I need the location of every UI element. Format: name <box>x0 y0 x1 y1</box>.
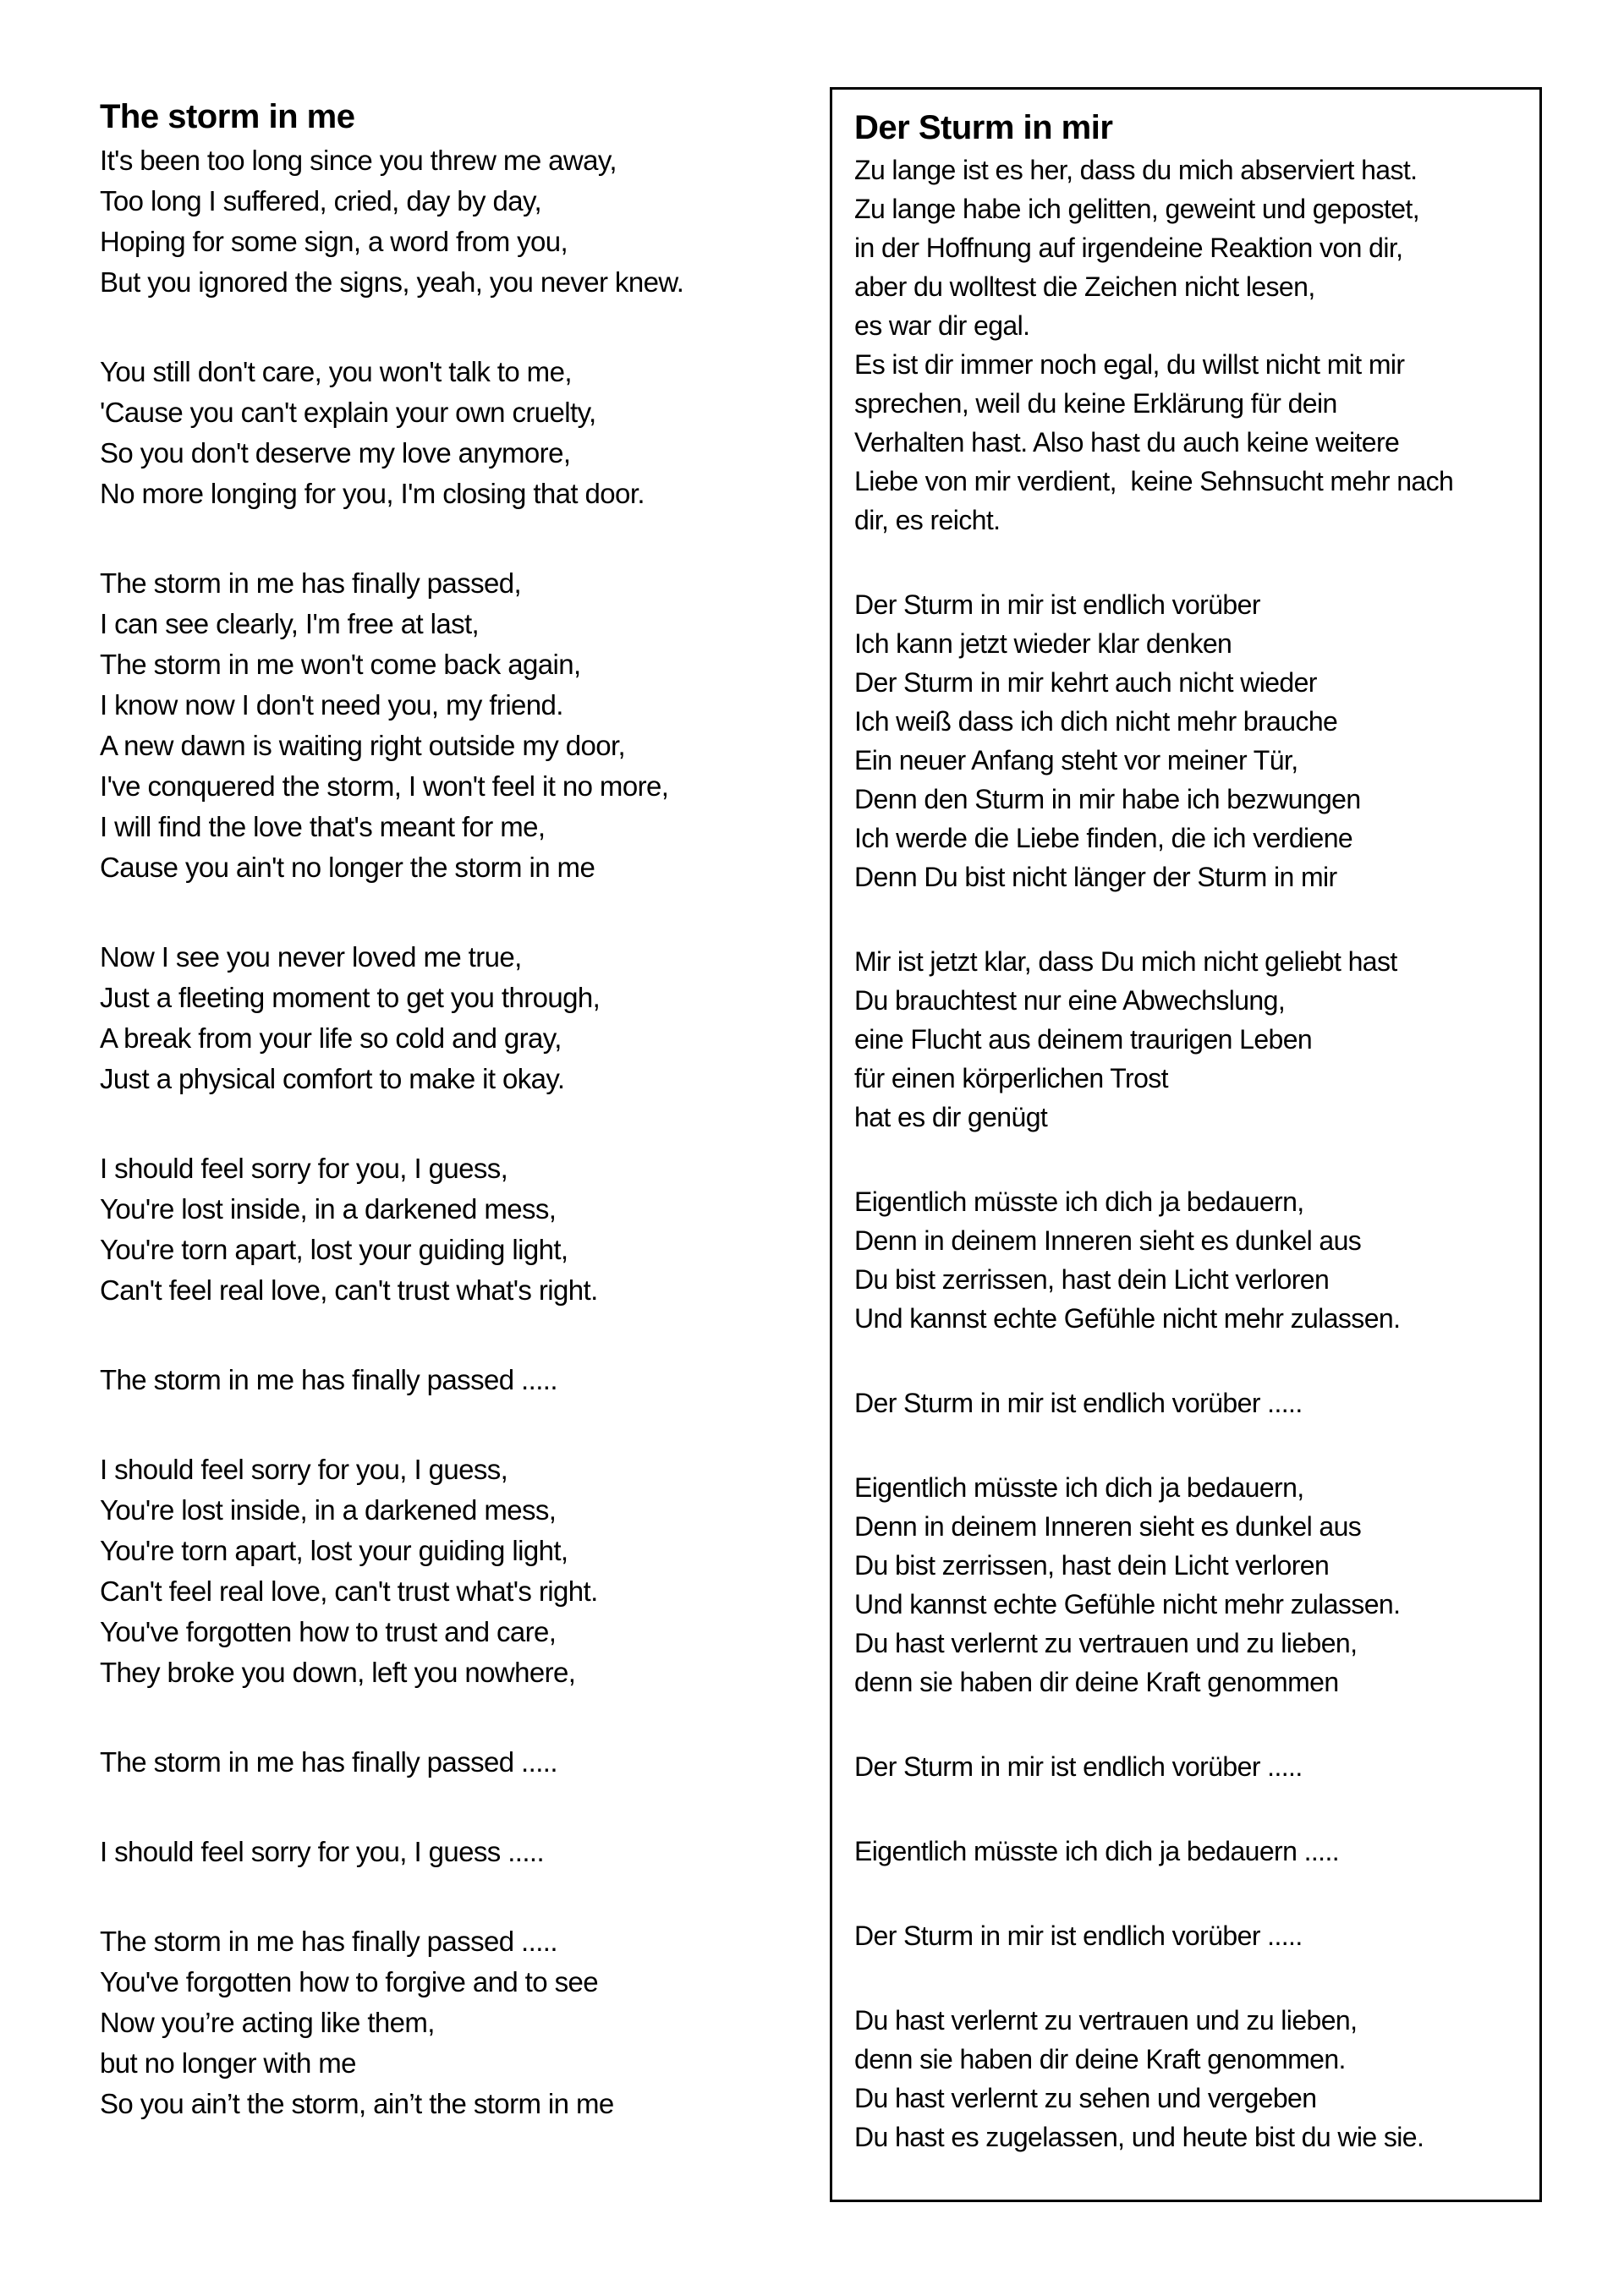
lyric-line: Der Sturm in mir ist endlich vorüber ..... <box>854 1921 1303 1951</box>
stanza <box>100 140 827 303</box>
english-lyrics <box>100 140 827 2124</box>
lyric-line: No more longing for you, I'm closing that door. <box>100 478 645 509</box>
lyric-line: Too long I suffered, cried, day by day, <box>100 185 542 216</box>
stanza <box>100 1148 827 1311</box>
lyric-line: Der Sturm in mir ist endlich vorüber <box>854 589 1260 620</box>
lyric-line: Es ist dir immer noch egal, du willst nicht mit mir <box>854 349 1405 380</box>
lyric-line: I will find the love that's meant for me, <box>100 811 546 842</box>
stanza <box>100 1449 827 1693</box>
lyric-line: Verhalten hast. Also hast du auch keine weitere <box>854 427 1400 458</box>
stanza <box>100 1742 827 1783</box>
stanza <box>100 352 827 514</box>
german-lyrics <box>854 151 1519 2156</box>
lyric-line: I should feel sorry for you, I guess, <box>100 1153 508 1184</box>
stanza <box>854 1832 1519 1871</box>
lyric-line: The storm in me has finally passed ..... <box>100 1364 557 1395</box>
stanza <box>854 585 1519 896</box>
lyric-line: They broke you down, left you nowhere, <box>100 1657 576 1688</box>
lyric-line: Du hast verlernt zu vertrauen und zu lieben, <box>854 1628 1358 1658</box>
lyric-line: 'Cause you can't explain your own cruelty, <box>100 397 596 428</box>
stanza <box>854 942 1519 1137</box>
stanza <box>100 937 827 1099</box>
lyric-line: But you ignored the signs, yeah, you never knew. <box>100 266 684 298</box>
lyric-line: I can see clearly, I'm free at last, <box>100 608 480 639</box>
stanza <box>854 1182 1519 1338</box>
lyric-line: The storm in me has finally passed ..... <box>100 1926 557 1957</box>
lyric-line: Now you’re acting like them, <box>100 2007 435 2038</box>
lyric-line: Du hast verlernt zu sehen und vergeben <box>854 2083 1317 2113</box>
english-title: The storm in me <box>100 98 355 135</box>
lyric-line: Just a fleeting moment to get you through, <box>100 982 601 1013</box>
lyric-line: I should feel sorry for you, I guess, <box>100 1454 508 1485</box>
lyric-line: es war dir egal. <box>854 310 1030 341</box>
lyric-line: You're lost inside, in a darkened mess, <box>100 1494 557 1526</box>
stanza <box>854 151 1519 540</box>
lyric-line: You still don't care, you won't talk to me, <box>100 356 572 387</box>
lyric-line: You've forgotten how to forgive and to see <box>100 1966 598 1997</box>
lyric-line: Ich weiß dass ich dich nicht mehr brauche <box>854 706 1338 737</box>
lyric-line: Und kannst echte Gefühle nicht mehr zulassen. <box>854 1589 1401 1619</box>
lyric-line: Eigentlich müsste ich dich ja bedauern, <box>854 1186 1304 1217</box>
lyric-line: The storm in me has finally passed ..... <box>100 1746 557 1778</box>
lyric-line: Denn in deinem Inneren sieht es dunkel aus <box>854 1511 1362 1542</box>
stanza <box>100 1360 827 1400</box>
lyric-line: So you don't deserve my love anymore, <box>100 437 571 469</box>
lyric-line: hat es dir genügt <box>854 1102 1048 1132</box>
lyric-line: Denn Du bist nicht länger der Sturm in mir <box>854 862 1337 892</box>
lyric-line: Du bist zerrissen, hast dein Licht verloren <box>854 1264 1330 1295</box>
lyric-line: Can't feel real love, can't trust what's right. <box>100 1274 598 1306</box>
lyric-line: Denn den Sturm in mir habe ich bezwungen <box>854 784 1361 814</box>
lyric-line: denn sie haben dir deine Kraft genommen. <box>854 2044 1346 2074</box>
lyric-line: Can't feel real love, can't trust what's right. <box>100 1575 598 1607</box>
lyric-line: Der Sturm in mir ist endlich vorüber ..... <box>854 1751 1303 1782</box>
lyric-line: Du hast es zugelassen, und heute bist du wie sie. <box>854 2122 1424 2152</box>
stanza <box>854 1747 1519 1786</box>
stanza <box>100 563 827 888</box>
lyric-line: Und kannst echte Gefühle nicht mehr zulassen. <box>854 1303 1401 1334</box>
stanza <box>854 1384 1519 1422</box>
lyric-line: The storm in me won't come back again, <box>100 649 581 680</box>
lyric-line: You're lost inside, in a darkened mess, <box>100 1193 557 1225</box>
stanza <box>854 1916 1519 1955</box>
lyric-line: dir, es reicht. <box>854 505 1001 535</box>
lyric-line: Du brauchtest nur eine Abwechslung, <box>854 985 1286 1016</box>
stanza <box>100 1832 827 1872</box>
english-column <box>100 95 827 2173</box>
lyric-line: aber du wolltest die Zeichen nicht lesen, <box>854 271 1315 302</box>
lyric-line: Eigentlich müsste ich dich ja bedauern, <box>854 1472 1304 1503</box>
lyric-line: Mir ist jetzt klar, dass Du mich nicht geliebt hast <box>854 946 1397 977</box>
lyric-line: The storm in me has finally passed, <box>100 567 522 599</box>
stanza <box>854 1468 1519 1701</box>
lyric-line: Cause you ain't no longer the storm in me <box>100 852 595 883</box>
stanza <box>100 1921 827 2124</box>
lyric-line: A new dawn is waiting right outside my door, <box>100 730 626 761</box>
lyric-line: Zu lange ist es her, dass du mich abserviert hast. <box>854 155 1418 185</box>
lyric-line: So you ain’t the storm, ain’t the storm in me <box>100 2088 614 2119</box>
lyric-line: A break from your life so cold and gray, <box>100 1022 562 1054</box>
lyric-line: It's been too long since you threw me away, <box>100 145 617 176</box>
lyric-line: eine Flucht aus deinem traurigen Leben <box>854 1024 1313 1055</box>
lyric-line: You've forgotten how to trust and care, <box>100 1616 557 1647</box>
lyric-line: Du bist zerrissen, hast dein Licht verloren <box>854 1550 1330 1581</box>
stanza <box>854 2001 1519 2156</box>
lyric-line: I know now I don't need you, my friend. <box>100 689 563 721</box>
lyric-line: Zu lange habe ich gelitten, geweint und gepostet, <box>854 194 1419 224</box>
lyric-line: I should feel sorry for you, I guess ..... <box>100 1836 545 1867</box>
lyric-line: You're torn apart, lost your guiding light, <box>100 1234 568 1265</box>
lyric-line: denn sie haben dir deine Kraft genommen <box>854 1667 1339 1697</box>
lyric-line: Ich kann jetzt wieder klar denken <box>854 628 1232 659</box>
german-title: Der Sturm in mir <box>854 109 1113 146</box>
lyric-line: Just a physical comfort to make it okay. <box>100 1063 565 1094</box>
lyric-line: I've conquered the storm, I won't feel it no more, <box>100 770 669 802</box>
lyric-line: Ich werde die Liebe finden, die ich verdiene <box>854 823 1353 853</box>
lyric-line: Liebe von mir verdient, keine Sehnsucht mehr nach <box>854 466 1454 496</box>
lyric-line: für einen körperlichen Trost <box>854 1063 1168 1093</box>
lyric-line: Ein neuer Anfang steht vor meiner Tür, <box>854 745 1298 775</box>
lyric-line: Der Sturm in mir kehrt auch nicht wieder <box>854 667 1317 698</box>
lyric-line: Denn in deinem Inneren sieht es dunkel aus <box>854 1225 1362 1256</box>
lyric-line: but no longer with me <box>100 2047 356 2079</box>
lyric-line: Hoping for some sign, a word from you, <box>100 226 568 257</box>
lyric-line: in der Hoffnung auf irgendeine Reaktion von dir, <box>854 233 1403 263</box>
lyric-line: Der Sturm in mir ist endlich vorüber ..... <box>854 1388 1303 1418</box>
lyric-line: Now I see you never loved me true, <box>100 941 522 973</box>
lyric-line: Eigentlich müsste ich dich ja bedauern ..... <box>854 1836 1340 1866</box>
german-column-box <box>830 87 1542 2202</box>
lyric-line: sprechen, weil du keine Erklärung für dein <box>854 388 1337 419</box>
lyric-line: You're torn apart, lost your guiding light, <box>100 1535 568 1566</box>
lyric-line: Du hast verlernt zu vertrauen und zu lieben, <box>854 2005 1358 2036</box>
